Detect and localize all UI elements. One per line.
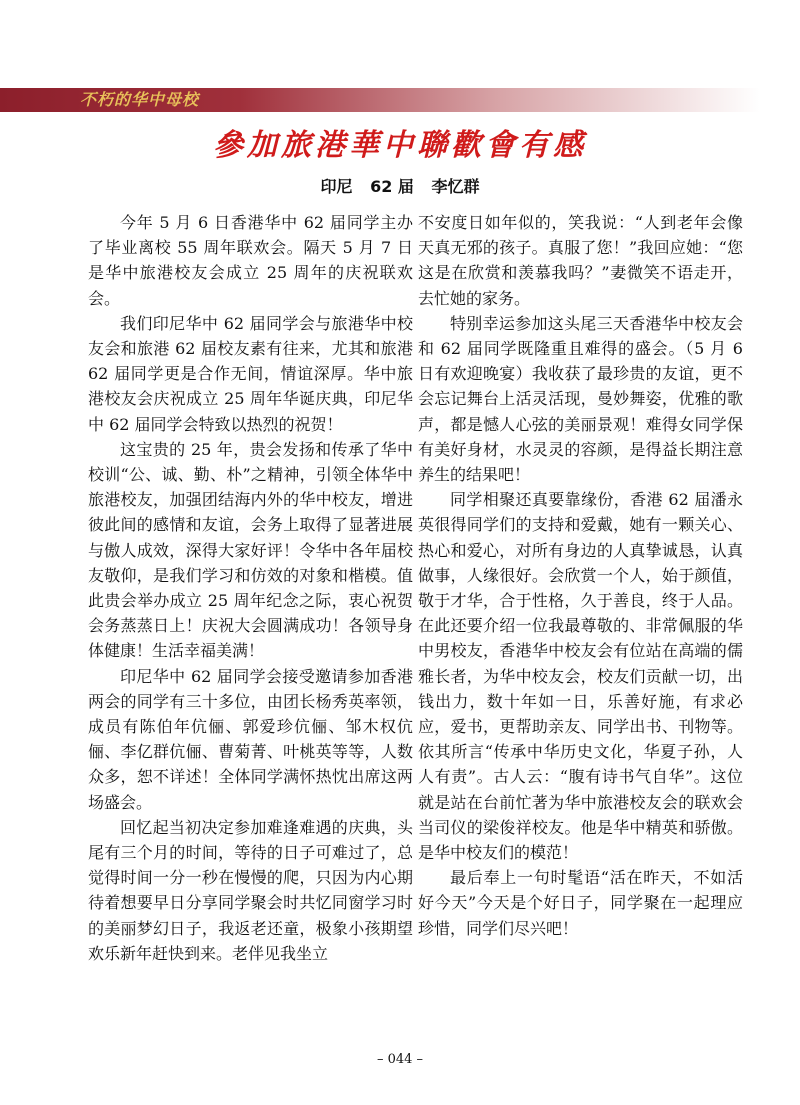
paragraph: 这宝贵的 25 年，贵会发扬和传承了华中校训“公、诚、勤、朴”之精神，引领全体华中旅港校友，加强团结海内外的华中校友，增进彼此间的感情和友谊，会务上取得了显著进展与傲人成效，深得大家好评！令华中各年届校友敬仰，是我们学习和仿效的对象和楷模。值此贵会举办成立 25 周年纪念之际，衷心祝贺会务蒸蒸日上！庆祝大会圆满成功！各领导身体健康！生活幸福美满！ <box>88 439 413 661</box>
paragraph: 我们印尼华中 62 届同学会与旅港华中校友会和旅港 62 届校友素有往来，尤其和旅港 62 届同学更是合作无间，情谊深厚。华中旅港校友会庆祝成立 25 周年华诞庆典，印尼华中 62 届同学会特致以热烈的祝贺！ <box>88 313 413 434</box>
byline <box>0 176 800 198</box>
paragraph: 今年 5 月 6 日香港华中 62 届同学主办了毕业离校 55 周年联欢会。隔天 5 月 7 日是华中旅港校友会成立 25 周年的庆祝联欢会。 <box>88 213 413 308</box>
paragraph: 同学相聚还真要靠缘份，香港 62 届潘永英很得同学们的支持和爱戴，她有一颗关心、热心和爱心，对所有身边的人真挚诚恳，认真做事，人缘很好。会欣赏一个人，始于颜值，敬于才华，合于性格，久于善良，终于人品。在此还要介绍一位我最尊敬的、非常佩服的华中男校友，香港华中校友会有位站在高端的儒雅长者，为华中校友会，校友们贡献一切，出钱出力，数十年如一日，乐善好施，有求必应，爱书，更帮助亲友、同学出书、刊物等。依其所言“传承中华历史文化，华夏子孙，人人有责”。古人云：“腹有诗书气自华”。这位就是站在台前忙著为华中旅港校友会的联欢会当司仪的梁俊祥校友。他是华中精英和骄傲。是华中校友们的模范！ <box>418 490 743 863</box>
right-column <box>418 210 743 941</box>
byline-author: 李忆群 <box>431 177 480 196</box>
article-title: 參加旅港華中聯歡會有感 <box>213 128 587 163</box>
page-number: – 044 – <box>376 1052 424 1067</box>
byline-country: 印尼 <box>320 177 353 196</box>
paragraph: 印尼华中 62 届同学会接受邀请参加香港两会的同学有三十多位，由团长杨秀英率领，成员有陈伯年伉俪、郭爱珍伉俪、邹木权伉俪、李亿群伉俪、曹菊菁、叶桃英等等，人数众多，恕不详述！全体同学满怀热忱出席这两场盛会。 <box>88 666 413 812</box>
paragraph: 特别幸运参加这头尾三天香港华中校友会和 62 届同学既隆重且难得的盛会。（5 月 6 日有欢迎晚宴）我收获了最珍贵的友谊，更不会忘记舞台上活灵活现，曼妙舞姿，优雅的歌声，都是憾人心弦的美丽景观！难得女同学保有美好身材，水灵灵的容颜，是得益长期注意养生的结果吧！ <box>418 313 743 485</box>
section-label: 不朽的华中母校 <box>80 90 200 109</box>
paragraph: 最后奉上一句时髦语“活在昨天，不如活好今天”今天是个好日子，同学聚在一起理应珍惜，同学们尽兴吧！ <box>418 868 743 938</box>
left-column <box>88 210 413 966</box>
paragraph: 回忆起当初决定参加难逢难遇的庆典，头尾有三个月的时间，等待的日子可难过了，总觉得时间一分一秒在慢慢的爬，只因为内心期待着想要早日分享同学聚会时共忆同窗学习时的美丽梦幻日子，我返老还童，极象小孩期望欢乐新年赶快到来。老伴见我坐立 <box>88 817 413 963</box>
byline-class: 62 届 <box>370 177 414 196</box>
paragraph-continued: 不安度日如年似的，笑我说：“人到老年会像天真无邪的孩子。真服了您！”我回应她：“您这是在欣赏和羡慕我吗？”妻微笑不语走开，去忙她的家务。 <box>418 213 743 308</box>
